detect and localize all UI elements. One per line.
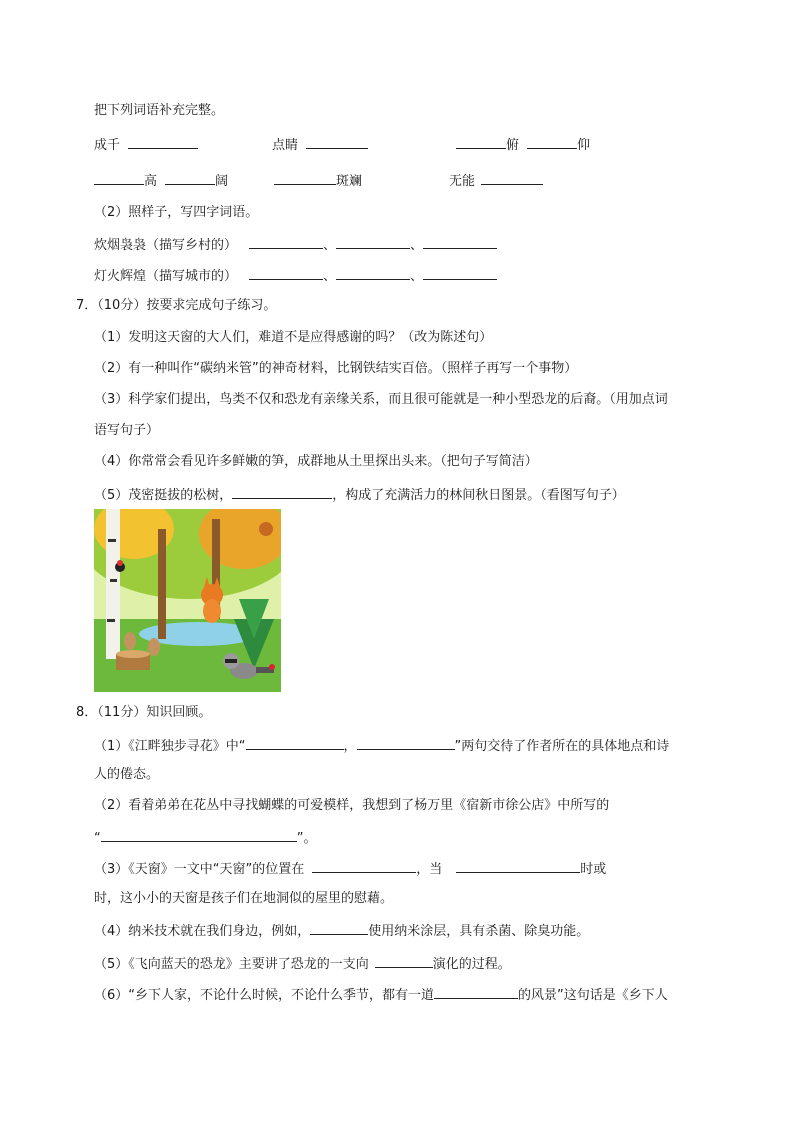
q8-item-5: （5）《飞向蓝天的恐龙》主要讲了恐龙的一支向 演化的过程。 [94,954,511,974]
q6-intro: 把下列词语补充完整。 [94,103,225,118]
blank[interactable] [456,135,506,149]
blank[interactable] [357,736,455,750]
q7-sentence-4: （4）你常常会看见许多鲜嫩的笋，成群地从土里探出头来。（把句子写简洁） [94,454,538,469]
blank[interactable] [375,954,433,968]
q8-item-6: （6）“乡下人家，不论什么时候，不论什么季节，都有一道 的风景”这句话是《乡下人 [94,985,668,1005]
q8-item-4: （4）纳米技术就在我们身边，例如， 使用纳米涂层，具有杀菌、除臭功能。 [94,921,589,941]
blank[interactable] [306,135,368,149]
birch-trunk [106,509,120,659]
blank[interactable] [165,171,215,185]
blank[interactable] [312,859,416,873]
q6-row1-a: 成千 [94,135,198,155]
q6-row2-c: 斑斓 [274,171,362,191]
q7-sentence-3-cont: 语写句子） [94,423,160,438]
birch-mark [107,619,115,622]
q6-example-city: 灯火辉煌（描写城市的） 、 、 [94,266,497,286]
q7-sentence-3: （3）科学家们提出，鸟类不仅和恐龙有亲缘关系，而且很可能就是一种小型恐龙的后裔。（用加点词 [94,392,668,407]
blank[interactable] [423,266,497,280]
q7-heading: 7．（10分）按要求完成句子练习。 [76,298,277,313]
blank[interactable] [434,985,518,999]
stump-top [116,650,150,658]
q6-row1-b: 点睛 [272,135,368,155]
q8-item-1: （1）《江畔独步寻花》中“ ， ”两句交待了作者所在的具体地点和诗 [94,736,669,756]
q7-sentence-5: （5）茂密挺拔的松树， ，构成了充满活力的林间秋日图景。（看图写句子） [94,485,625,505]
q6-row1-c: 俯 仰 [456,135,590,155]
q8-item-3-cont: 时，这小小的天窗是孩子们在地洞似的屋里的慰藉。 [94,891,394,906]
q7-sentence-1: （1）发明这天窗的大人们，难道不是应得感谢的吗？（改为陈述句） [94,330,493,345]
blank[interactable] [101,828,297,842]
blank[interactable] [246,736,344,750]
birch-mark [108,539,116,542]
blank[interactable] [336,266,410,280]
blank[interactable] [527,135,577,149]
rabbit [124,632,136,650]
blank[interactable] [249,235,323,249]
blank[interactable] [128,135,198,149]
q6-row2-a: 高 阔 [94,171,228,191]
q8-item-3: （3）《天窗》一文中“天窗”的位置在 ，当 时或 [94,859,606,879]
mushroom [269,664,275,670]
q8-item-2-cont: “ ”。 [94,828,317,848]
blank[interactable] [423,235,497,249]
forest-illustration [94,509,281,692]
q8-item-1-cont: 人的倦态。 [94,767,160,782]
rabbit [148,638,160,656]
raccoon-mask [225,659,237,663]
q6-example-village: 炊烟袅袅（描写乡村的） 、 、 [94,235,497,255]
q6-row2-d: 无能 [449,171,543,191]
blank[interactable] [94,171,144,185]
blank[interactable] [232,485,332,499]
blank[interactable] [249,266,323,280]
q8-heading: 8．（11分）知识回顾。 [76,705,212,720]
blank[interactable] [336,235,410,249]
tree-trunk [158,529,166,639]
q7-sentence-2: （2）有一种叫作“碳纳米管”的神奇材料，比钢铁结实百倍。（照样子再写一个事物） [94,361,578,376]
q8-item-2: （2）看着弟弟在花丛中寻找蝴蝶的可爱模样，我想到了杨万里《宿新市徐公店》中所写的 [94,798,610,813]
squirrel [259,522,273,536]
blank[interactable] [456,859,580,873]
blank[interactable] [481,171,543,185]
blank[interactable] [274,171,336,185]
q6-sub2: （2）照样子，写四字词语。 [94,205,259,220]
woodpecker-crest [117,560,123,566]
fox-body [203,599,221,623]
blank[interactable] [310,921,368,935]
birch-mark [110,579,117,582]
